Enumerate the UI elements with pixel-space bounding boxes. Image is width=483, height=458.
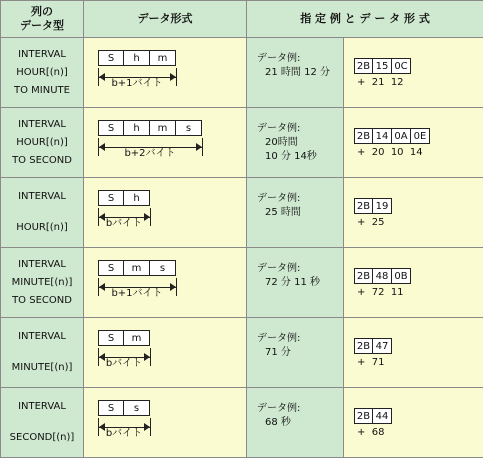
example-title: データ例:: [257, 402, 343, 416]
column-type-line: HOUR[(n)]: [1, 219, 83, 237]
hex-byte-box: 0E: [410, 128, 430, 144]
example-text-cell: [247, 248, 344, 318]
format-field-box: S: [98, 50, 124, 66]
format-field-box: S: [98, 190, 124, 206]
example-format-cell: [344, 108, 483, 178]
example-title: データ例:: [257, 52, 343, 66]
example-text-cell: [247, 108, 344, 178]
hex-byte-box: 47: [372, 338, 392, 354]
decimal-values: + 21 12: [357, 77, 483, 88]
hex-byte-box: 0C: [391, 58, 411, 74]
byte-length-label: bバイト: [98, 424, 150, 439]
format-field-boxes: [98, 190, 150, 206]
table-row: [1, 388, 483, 458]
hex-byte-box: 15: [372, 58, 392, 74]
table-row: [1, 318, 483, 388]
byte-length-label: b+2バイト: [98, 144, 202, 159]
column-type-line: HOUR[(n)]: [1, 134, 83, 152]
column-type-line: [1, 346, 83, 359]
example-format-cell: [344, 38, 483, 108]
hex-byte-box: 2B: [354, 408, 373, 424]
example-format-cell: [344, 248, 483, 318]
decimal-values: + 72 11: [357, 287, 483, 298]
data-format-cell: [84, 38, 247, 108]
format-field-box: m: [149, 120, 176, 136]
column-type-cell: [1, 248, 84, 318]
data-format-cell: [84, 108, 247, 178]
column-type-cell: [1, 318, 84, 388]
column-type-line: [1, 416, 83, 429]
format-field-box: S: [98, 120, 124, 136]
header-example-and-format: 指 定 例 と デ ー タ 形 式: [247, 1, 483, 38]
hex-byte-boxes: [354, 128, 483, 144]
header-data-format: データ形式: [84, 1, 247, 38]
dimension-tick-right: [150, 348, 151, 366]
column-type-line: HOUR[(n)]: [1, 64, 83, 82]
table-row: [1, 178, 483, 248]
column-type-line: [1, 206, 83, 219]
hex-byte-boxes: [354, 408, 483, 424]
table-row: [1, 248, 483, 318]
hex-byte-boxes: [354, 58, 483, 74]
hex-byte-box: 14: [372, 128, 392, 144]
hex-byte-box: 0B: [391, 268, 411, 284]
format-field-box: m: [123, 260, 150, 276]
format-field-box: s: [123, 400, 150, 416]
column-type-cell: [1, 108, 84, 178]
byte-length-label: bバイト: [98, 214, 150, 229]
format-field-box: h: [123, 190, 150, 206]
dimension-tick-right: [176, 68, 177, 86]
format-field-box: S: [98, 260, 124, 276]
example-value-line: 25 時間: [257, 206, 343, 220]
dimension-tick-right: [150, 208, 151, 226]
column-type-line: INTERVAL: [1, 328, 83, 346]
format-field-box: s: [149, 260, 176, 276]
example-value-line: 21 時間 12 分: [257, 66, 343, 80]
example-text-cell: [247, 178, 344, 248]
column-type-line: TO SECOND: [1, 152, 83, 170]
example-value-line: 20時間: [257, 136, 343, 150]
hex-byte-box: 2B: [354, 198, 373, 214]
decimal-values: + 71: [357, 357, 483, 368]
example-value-line: 68 秒: [257, 416, 343, 430]
format-field-boxes: [98, 260, 176, 276]
column-type-line: TO SECOND: [1, 292, 83, 310]
example-format-cell: [344, 318, 483, 388]
column-type-line: INTERVAL: [1, 188, 83, 206]
decimal-values: + 20 10 14: [357, 147, 483, 158]
hex-byte-box: 2B: [354, 268, 373, 284]
format-field-boxes: [98, 120, 202, 136]
hex-byte-box: 44: [372, 408, 392, 424]
dimension-tick-right: [202, 138, 203, 156]
format-field-box: S: [98, 400, 124, 416]
format-field-box: h: [123, 50, 150, 66]
format-field-box: s: [175, 120, 202, 136]
table-row: [1, 38, 483, 108]
format-field-box: m: [123, 330, 150, 346]
table-row: [1, 108, 483, 178]
byte-length-label: b+1バイト: [98, 284, 176, 299]
column-type-line: TO MINUTE: [1, 82, 83, 100]
format-field-box: h: [123, 120, 150, 136]
column-type-line: INTERVAL: [1, 116, 83, 134]
dimension-tick-right: [176, 278, 177, 296]
column-type-cell: [1, 388, 84, 458]
example-format-cell: [344, 178, 483, 248]
format-field-box: S: [98, 330, 124, 346]
header-column-type-line2: データ型: [1, 19, 83, 33]
data-format-cell: [84, 388, 247, 458]
hex-byte-box: 0A: [391, 128, 411, 144]
byte-length-label: b+1バイト: [98, 74, 176, 89]
hex-byte-box: 19: [372, 198, 392, 214]
hex-byte-box: 2B: [354, 58, 373, 74]
decimal-values: + 68: [357, 427, 483, 438]
column-type-line: INTERVAL: [1, 256, 83, 274]
hex-byte-box: 2B: [354, 128, 373, 144]
hex-byte-boxes: [354, 338, 483, 354]
data-format-cell: [84, 248, 247, 318]
hex-byte-boxes: [354, 198, 483, 214]
data-format-cell: [84, 318, 247, 388]
byte-length-label: bバイト: [98, 354, 150, 369]
column-type-line: SECOND[(n)]: [1, 429, 83, 447]
example-format-cell: [344, 388, 483, 458]
format-field-boxes: [98, 50, 176, 66]
header-column-type: [1, 1, 84, 38]
format-field-box: m: [149, 50, 176, 66]
column-type-cell: [1, 38, 84, 108]
example-title: データ例:: [257, 332, 343, 346]
example-title: データ例:: [257, 122, 343, 136]
example-value-line: 72 分 11 秒: [257, 276, 343, 290]
data-format-cell: [84, 178, 247, 248]
header-column-type-line1: 列の: [1, 5, 83, 19]
example-title: データ例:: [257, 192, 343, 206]
example-text-cell: [247, 38, 344, 108]
example-value-line: 10 分 14秒: [257, 150, 343, 164]
column-type-line: MINUTE[(n)]: [1, 274, 83, 292]
decimal-values: + 25: [357, 217, 483, 228]
column-type-line: INTERVAL: [1, 46, 83, 64]
example-text-cell: [247, 388, 344, 458]
hex-byte-box: 2B: [354, 338, 373, 354]
column-type-cell: [1, 178, 84, 248]
format-field-boxes: [98, 400, 150, 416]
column-type-line: INTERVAL: [1, 398, 83, 416]
example-title: データ例:: [257, 262, 343, 276]
example-value-line: 71 分: [257, 346, 343, 360]
column-type-line: MINUTE[(n)]: [1, 359, 83, 377]
format-field-boxes: [98, 330, 150, 346]
dimension-tick-right: [150, 418, 151, 436]
hex-byte-boxes: [354, 268, 483, 284]
hex-byte-box: 48: [372, 268, 392, 284]
example-text-cell: [247, 318, 344, 388]
